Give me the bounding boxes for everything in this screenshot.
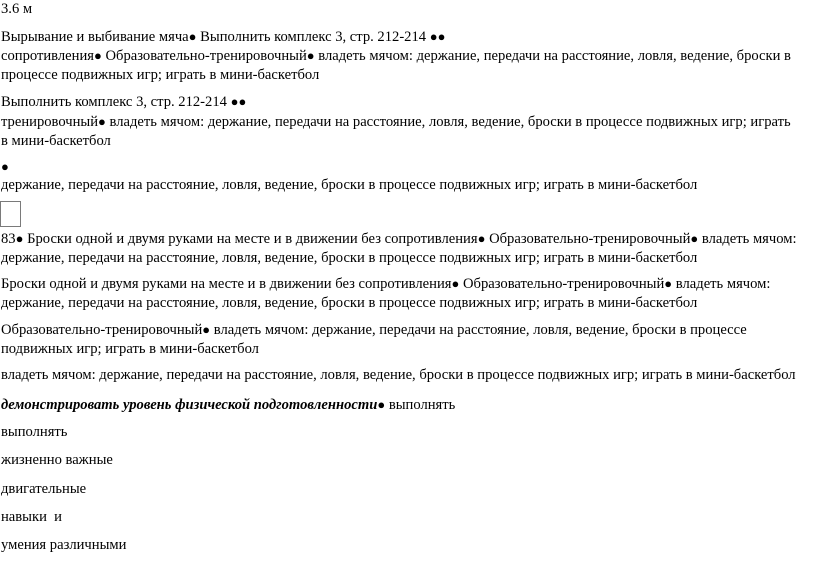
bullet-icon: ● (15, 231, 24, 246)
skills-text: владеть мячом: держание, передачи на расстояние, ловля, ведение, броски в процессе подвижных игр; играть в мини-баскетбол (1, 114, 791, 149)
text-line-section-number (1, 0, 798, 19)
bullet-icon: ● (188, 29, 197, 44)
text-fragment: тренировочный (1, 114, 99, 130)
lesson-topic: Броски одной и двумя руками на месте и в движении без сопротивления (1, 276, 452, 292)
text-line-3 (1, 92, 798, 112)
lesson-type: Образовательно-тренировочный (485, 231, 691, 247)
bullet-icon: ● (93, 48, 102, 63)
bullet-icon: ● (98, 114, 106, 129)
text-paragraph-8 (1, 320, 798, 359)
text-line-14 (1, 508, 798, 527)
text-line-10 (1, 395, 798, 415)
text-fragment: сопротивления (1, 48, 94, 64)
lesson-topic: Броски одной и двумя руками на месте и в движении без сопротивления (23, 231, 478, 247)
bullet-icon: ● (429, 29, 438, 44)
bullet-icon: ● (477, 231, 486, 246)
text-line-15 (1, 536, 798, 555)
text-line-12 (1, 451, 798, 470)
bullet-icon: ● (1, 159, 9, 174)
lesson-type: Образовательно-тренировочный (101, 48, 307, 64)
lesson-number: 83 (1, 231, 16, 247)
homework-text: Выполнить комплекс 3, стр. 212-214 (196, 29, 430, 45)
bullet-line (1, 157, 798, 177)
text-line-5 (1, 176, 798, 195)
bullet-icon: ● (437, 29, 446, 44)
skills-text: владеть мячом: держание, передачи на расстояние, ловля, ведение, броски в процессе подвижных игр; играть в мини-баскетбол (1, 367, 796, 383)
bullet-icon: ● (664, 276, 673, 291)
text-line-11 (1, 423, 798, 442)
text-fragment: двигательные (1, 481, 87, 497)
homework-text: Выполнить комплекс 3, стр. 212-214 (1, 94, 231, 110)
text-fragment: навыки и (1, 509, 62, 525)
text-line-13 (1, 480, 798, 499)
text-fragment: выполнять (1, 424, 68, 440)
lesson-type: Образовательно-тренировочный (459, 276, 665, 292)
bullet-icon: ● (377, 397, 386, 412)
text-paragraph-7 (1, 274, 798, 313)
text-fragment: жизненно важные (1, 452, 113, 468)
objective-text: демонстрировать уровень физической подготовленности (1, 397, 378, 413)
skills-text: владеть мячом: держание, передачи на расстояние, ловля, ведение, броски в процессе подвижных игр; играть в мини-баскетбол (1, 231, 797, 266)
bullet-icon: ● (451, 276, 460, 291)
text-line-9 (1, 366, 798, 385)
bullet-icon: ● (230, 94, 239, 109)
bullet-icon: ● (238, 94, 247, 109)
bullet-icon: ● (202, 322, 211, 337)
text-paragraph-2 (1, 46, 798, 85)
text-paragraph-4 (1, 112, 798, 151)
skills-text: владеть мячом: держание, передачи на расстояние, ловля, ведение, броски в процессе подвижных игр; играть в мини-баскетбол (1, 276, 771, 311)
text-fragment: умения различными (1, 537, 127, 553)
empty-checkbox-frame (0, 201, 21, 227)
skills-text: держание, передачи на расстояние, ловля, ведение, броски в процессе подвижных игр; играть в мини-баскетбол (1, 177, 698, 193)
bullet-icon: ● (306, 48, 315, 63)
skills-text: владеть мячом: держание, передачи на расстояние, ловля, ведение, броски в процессе подвижных игр; играть в мини-баскетбол (1, 48, 791, 83)
text-fragment: выполнять (385, 397, 456, 413)
text-line-1 (1, 27, 798, 47)
text-paragraph-6 (1, 229, 798, 268)
lesson-topic: Вырывание и выбивание мяча (1, 29, 189, 45)
section-number: 3.6 м (1, 1, 33, 17)
bullet-icon: ● (690, 231, 699, 246)
skills-text: владеть мячом: держание, передачи на расстояние, ловля, ведение, броски в процессе подвижных игр; играть в мини-баскетбол (1, 322, 747, 357)
lesson-type: Образовательно-тренировочный (1, 322, 203, 338)
